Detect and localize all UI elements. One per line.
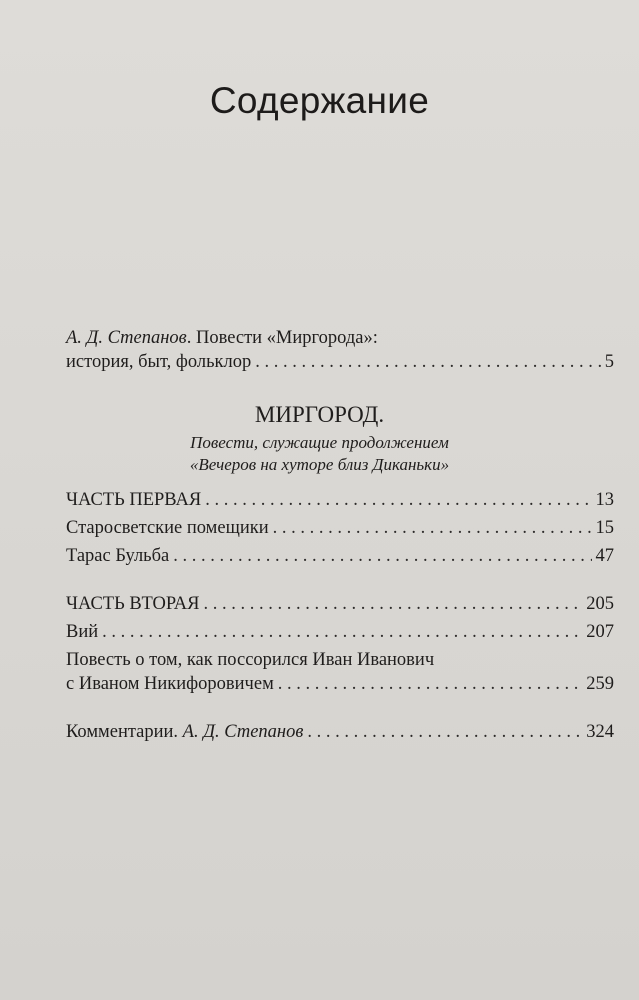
leader-dots (255, 350, 600, 374)
book-subtitle-line2: «Вечеров на хуторе близ Диканьки» (189, 455, 450, 474)
book-title: МИРГОРОД. (254, 402, 385, 427)
leader-dots (273, 516, 592, 540)
leader-dots (102, 620, 582, 644)
toc-entry-comments[interactable] (66, 720, 614, 744)
toc-label: ЧАСТЬ ВТОРАЯ (66, 594, 200, 614)
page-number: 205 (586, 594, 614, 614)
page-number: 324 (586, 722, 614, 742)
leader-dots (203, 592, 582, 616)
toc-entry-part2[interactable] (66, 592, 614, 616)
toc-entry-povest[interactable] (66, 648, 614, 696)
toc-entry-taras-bulba[interactable] (66, 544, 614, 568)
toc-entry-starosvetskie[interactable] (66, 516, 614, 540)
comments-author: А. Д. Степанов (182, 722, 304, 742)
page-number: 207 (586, 622, 614, 642)
toc-entry-intro-line1 (66, 326, 614, 350)
intro-title-part1: . Повести «Миргорода»: (186, 328, 378, 348)
toc-label-line1: Повесть о том, как поссорился Иван Иванович (66, 650, 435, 670)
toc-entry-intro[interactable] (66, 326, 614, 374)
toc-label: ЧАСТЬ ПЕРВАЯ (66, 490, 202, 510)
page-number: 47 (595, 546, 614, 566)
intro-title-part2: история, быт, фольклор (66, 352, 252, 372)
leader-dots (278, 672, 582, 696)
page-number: 15 (595, 518, 614, 538)
page-number: 5 (604, 352, 614, 372)
leader-dots (307, 720, 582, 744)
toc-label: Тарас Бульба (66, 546, 170, 566)
toc-entry-part1[interactable] (66, 488, 614, 512)
toc-label: Старосветские помещики (66, 518, 269, 538)
comments-label: Комментарии. (66, 722, 179, 742)
intro-author: А. Д. Степанов (66, 328, 187, 348)
page-title: Содержание (209, 80, 430, 121)
toc-label-line2: с Иваном Никифоровичем (66, 674, 274, 694)
toc-label: Вий (66, 622, 99, 642)
page-number: 259 (586, 674, 614, 694)
page-number: 13 (595, 490, 614, 510)
book-subtitle-line1: Повести, служащие продолжением (190, 433, 449, 452)
toc-entry-intro-line2 (66, 350, 614, 374)
toc-entry-viy[interactable] (66, 620, 614, 644)
toc-label (66, 720, 303, 744)
toc-entry-povest-line2 (66, 672, 614, 696)
leader-dots (173, 544, 591, 568)
leader-dots (205, 488, 591, 512)
